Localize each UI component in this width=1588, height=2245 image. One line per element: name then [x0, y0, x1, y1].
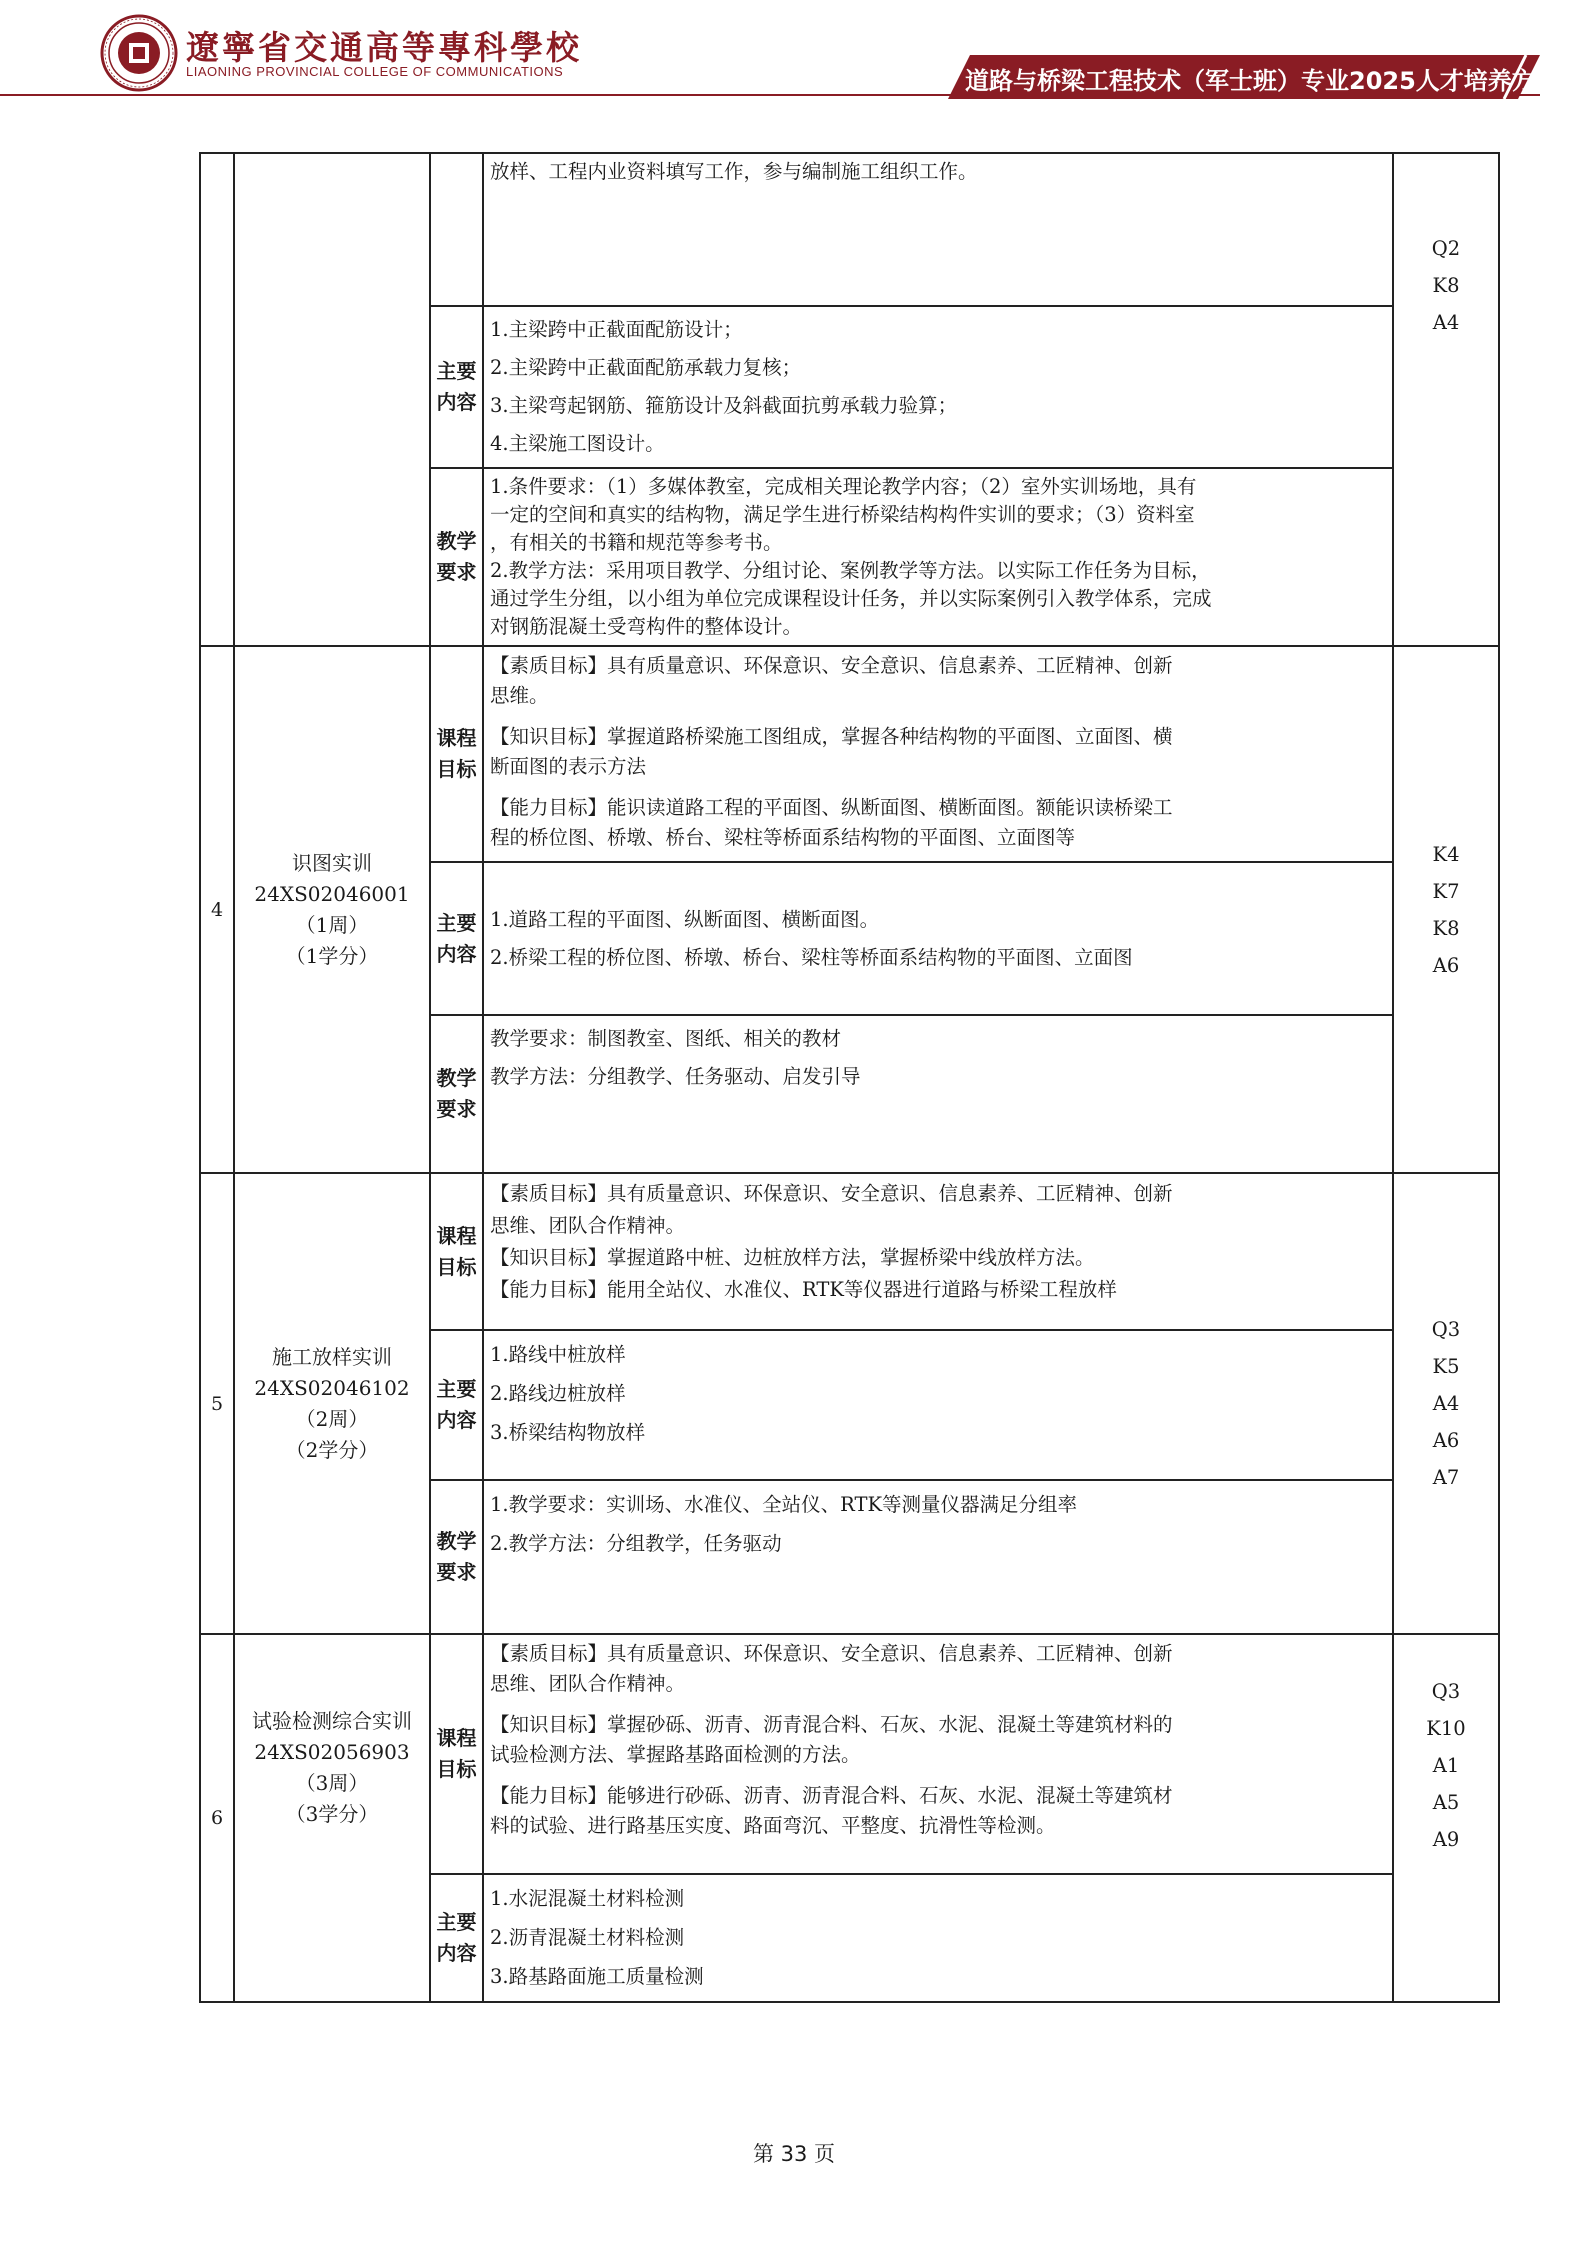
- table-row: [200, 1634, 1499, 1874]
- label-line: 目标: [436, 757, 477, 781]
- course-name-line: 施工放样实训: [272, 1344, 392, 1369]
- indicator-code: A6: [1432, 1429, 1460, 1452]
- main-content-label: [430, 1330, 483, 1480]
- body-line: 2.路线边桩放样: [490, 1382, 626, 1405]
- indicator-code: A9: [1432, 1828, 1460, 1851]
- course-goal-label: [430, 1173, 483, 1330]
- body-line: 【知识目标】掌握道路桥梁施工图组成，掌握各种结构物的平面图、立面图、横: [490, 725, 1173, 748]
- label-line: 内容: [436, 1408, 477, 1432]
- body-line: 3.桥梁结构物放样: [490, 1421, 646, 1444]
- label-line: 目标: [436, 1757, 477, 1781]
- label-line: 教学: [436, 529, 477, 553]
- course-goal-cell: [483, 1173, 1393, 1330]
- indicator-code: Q3: [1431, 1318, 1461, 1341]
- body-line: 试验检测方法、掌握路基路面检测的方法。: [490, 1743, 861, 1766]
- course-code-line: 24XS02046001: [254, 881, 410, 906]
- body-line: 教学要求：制图教室、图纸、相关的教材: [490, 1027, 842, 1050]
- indicator-code: K8: [1432, 273, 1460, 297]
- body-line: 【素质目标】具有质量意识、环保意识、安全意识、信息素养、工匠精神、创新: [490, 654, 1173, 677]
- course-name-cell: [234, 1173, 430, 1634]
- main-content-label: [430, 1874, 483, 2002]
- school-name-en: LIAONING PROVINCIAL COLLEGE OF COMMUNICATIONS: [186, 64, 564, 79]
- table-row: [200, 1173, 1499, 1330]
- body-line: 【素质目标】具有质量意识、环保意识、安全意识、信息素养、工匠精神、创新: [490, 1182, 1173, 1205]
- body-line: 1.水泥混凝土材料检测: [490, 1887, 685, 1910]
- course-weeks-line: （1周）: [295, 912, 369, 937]
- body-line: ，有相关的书籍和规范等参考书。: [490, 531, 783, 554]
- body-line: 思维、团队合作精神。: [490, 1672, 686, 1695]
- body-line: 【能力目标】能够进行砂砾、沥青、沥青混合料、石灰、水泥、混凝土等建筑材: [490, 1784, 1173, 1807]
- teaching-requirement-label: [430, 468, 483, 646]
- course-credits-line: （3学分）: [285, 1802, 379, 1826]
- body-line: 1.主梁跨中正截面配筋设计；: [490, 318, 743, 341]
- indicator-code: Q2: [1431, 236, 1461, 260]
- main-content-label: [430, 306, 483, 468]
- course-name-cell: [234, 1634, 430, 2002]
- course-name-line: 识图实训: [292, 850, 372, 875]
- label-line: 课程: [436, 726, 477, 750]
- teaching-requirement-label: [430, 1015, 483, 1173]
- label-line: 教学: [436, 1066, 477, 1090]
- label-line: 内容: [436, 941, 477, 966]
- label-line: 主要: [436, 910, 477, 935]
- body-line: 4.主梁施工图设计。: [490, 432, 665, 455]
- indicator-code: A5: [1432, 1791, 1460, 1814]
- indicator-codes-cell: [1393, 153, 1499, 646]
- body-line: 对钢筋混凝土受弯构件的整体设计。: [490, 615, 803, 638]
- teaching-requirement-cell: [483, 1015, 1393, 1173]
- body-line: 【能力目标】能用全站仪、水准仪、RTK等仪器进行道路与桥梁工程放样: [490, 1278, 1117, 1301]
- indicator-codes-cell: [1393, 1634, 1499, 2002]
- body-line: 通过学生分组，以小组为单位完成课程设计任务，并以实际案例引入教学体系，完成: [490, 587, 1212, 610]
- indicator-code: A1: [1432, 1754, 1460, 1777]
- label-line: 课程: [436, 1223, 477, 1248]
- teaching-requirement-label: [430, 1480, 483, 1634]
- body-line: 1.条件要求：（1）多媒体教室，完成相关理论教学内容；（2）室外实训场地，具有: [490, 475, 1197, 498]
- label-line: 课程: [436, 1726, 477, 1750]
- teaching-requirement-cell: [483, 468, 1393, 646]
- indicator-code: K5: [1432, 1355, 1460, 1378]
- course-code-line: 24XS02046102: [254, 1375, 410, 1400]
- main-content-cell: [483, 1330, 1393, 1480]
- body-line: 断面图的表示方法: [490, 755, 647, 778]
- indicator-code: K10: [1426, 1717, 1466, 1740]
- indicator-codes-cell: [1393, 646, 1499, 1173]
- label-line: 主要: [436, 1377, 477, 1401]
- school-name-cn: 遼寧省交通高等專科學校: [186, 28, 582, 67]
- main-content-cell: [483, 1874, 1393, 2002]
- label-line: 内容: [436, 390, 477, 414]
- body-line: 一定的空间和真实的结构物，满足学生进行桥梁结构构件实训的要求；（3）资料室: [490, 503, 1195, 526]
- body-line: 【能力目标】能识读道路工程的平面图、纵断面图、横断面图。额能识读桥梁工: [490, 796, 1173, 819]
- course-credits-line: （1学分）: [285, 943, 379, 968]
- indicator-code: K4: [1432, 842, 1460, 866]
- course-weeks-line: （2周）: [295, 1406, 369, 1431]
- indicator-code: A4: [1432, 1392, 1460, 1415]
- indicator-codes-cell: [1393, 1173, 1499, 1634]
- body-line: 放样、工程内业资料填写工作，参与编制施工组织工作。: [490, 160, 978, 183]
- indicator-code: A4: [1432, 310, 1460, 334]
- body-line: 【知识目标】掌握砂砾、沥青、沥青混合料、石灰、水泥、混凝土等建筑材料的: [490, 1713, 1173, 1736]
- table-row: [200, 646, 1499, 862]
- body-line: 1.路线中桩放样: [490, 1343, 626, 1366]
- label-line: 要求: [436, 1560, 477, 1584]
- label-line: 要求: [436, 1097, 477, 1121]
- college-seal-logo-icon: [100, 14, 178, 92]
- indicator-code: A7: [1432, 1466, 1460, 1489]
- practical-training-table: [199, 152, 1500, 2003]
- body-line: 料的试验、进行路基压实度、路面弯沉、平整度、抗滑性等检测。: [490, 1814, 1056, 1837]
- body-line: 【素质目标】具有质量意识、环保意识、安全意识、信息素养、工匠精神、创新: [490, 1642, 1173, 1665]
- body-line: 2.教学方法：采用项目教学、分组讨论、案例教学等方法。以实际工作任务为目标，: [490, 559, 1211, 582]
- row-number-cell: 6: [200, 1634, 234, 2002]
- body-line: 3.主梁弯起钢筋、箍筋设计及斜截面抗剪承载力验算；: [490, 394, 958, 417]
- document-title: 道路与桥梁工程技术（军士班）专业2025人才培养方案: [965, 67, 1560, 95]
- label-cell: [430, 153, 483, 306]
- label-line: 要求: [436, 560, 477, 584]
- body-line: 思维、团队合作精神。: [490, 1214, 686, 1237]
- course-goal-label: [430, 646, 483, 862]
- body-line: 1.教学要求：实训场、水准仪、全站仪、RTK等测量仪器满足分组率: [490, 1493, 1078, 1516]
- table-row: [200, 153, 1499, 306]
- indicator-code: Q3: [1431, 1680, 1461, 1703]
- label-line: 目标: [436, 1254, 477, 1279]
- body-line: 2.沥青混凝土材料检测: [490, 1926, 685, 1949]
- course-credits-line: （2学分）: [285, 1437, 379, 1462]
- teaching-requirement-cell: [483, 1480, 1393, 1634]
- course-goal-cell: [483, 1634, 1393, 1874]
- body-line: 3.路基路面施工质量检测: [490, 1965, 704, 1988]
- row-number-cell: 5: [200, 1173, 234, 1634]
- indicator-code: A6: [1432, 953, 1460, 977]
- page-number: 第 33 页: [752, 2142, 836, 2166]
- body-line: 思维。: [490, 684, 549, 707]
- main-content-cell: [483, 306, 1393, 468]
- body-line: 2.桥梁工程的桥位图、桥墩、桥台、梁柱等桥面系结构物的平面图、立面图: [490, 945, 1133, 969]
- body-line: 2.主梁跨中正截面配筋承载力复核；: [490, 356, 802, 379]
- course-name-line: 试验检测综合实训: [252, 1709, 412, 1733]
- body-line: 2.教学方法：分组教学，任务驱动: [490, 1532, 782, 1555]
- body-line: 1.道路工程的平面图、纵断面图、横断面图。: [490, 907, 880, 931]
- label-line: 主要: [436, 359, 477, 383]
- body-line: 【知识目标】掌握道路中桩、边桩放样方法，掌握桥梁中线放样方法。: [490, 1246, 1095, 1269]
- body-line: 程的桥位图、桥墩、桥台、梁柱等桥面系结构物的平面图、立面图等: [490, 826, 1076, 849]
- course-goal-label: [430, 1634, 483, 1874]
- label-line: 内容: [436, 1941, 477, 1965]
- course-code-line: 24XS02056903: [254, 1740, 410, 1764]
- continued-text-cell: [483, 153, 1393, 306]
- course-name-cell: [234, 646, 430, 1173]
- main-content-label: [430, 862, 483, 1015]
- indicator-code: K8: [1432, 916, 1460, 940]
- main-content-cell: [483, 862, 1393, 1015]
- label-line: 教学: [436, 1529, 477, 1553]
- row-number-cell: [200, 153, 234, 646]
- row-number-cell: 4: [200, 646, 234, 1173]
- indicator-code: K7: [1432, 879, 1460, 903]
- label-line: 主要: [436, 1910, 477, 1934]
- course-weeks-line: （3周）: [295, 1771, 369, 1795]
- body-line: 教学方法：分组教学、任务驱动、启发引导: [490, 1065, 861, 1088]
- course-goal-cell: [483, 646, 1393, 862]
- course-name-cell: [234, 153, 430, 646]
